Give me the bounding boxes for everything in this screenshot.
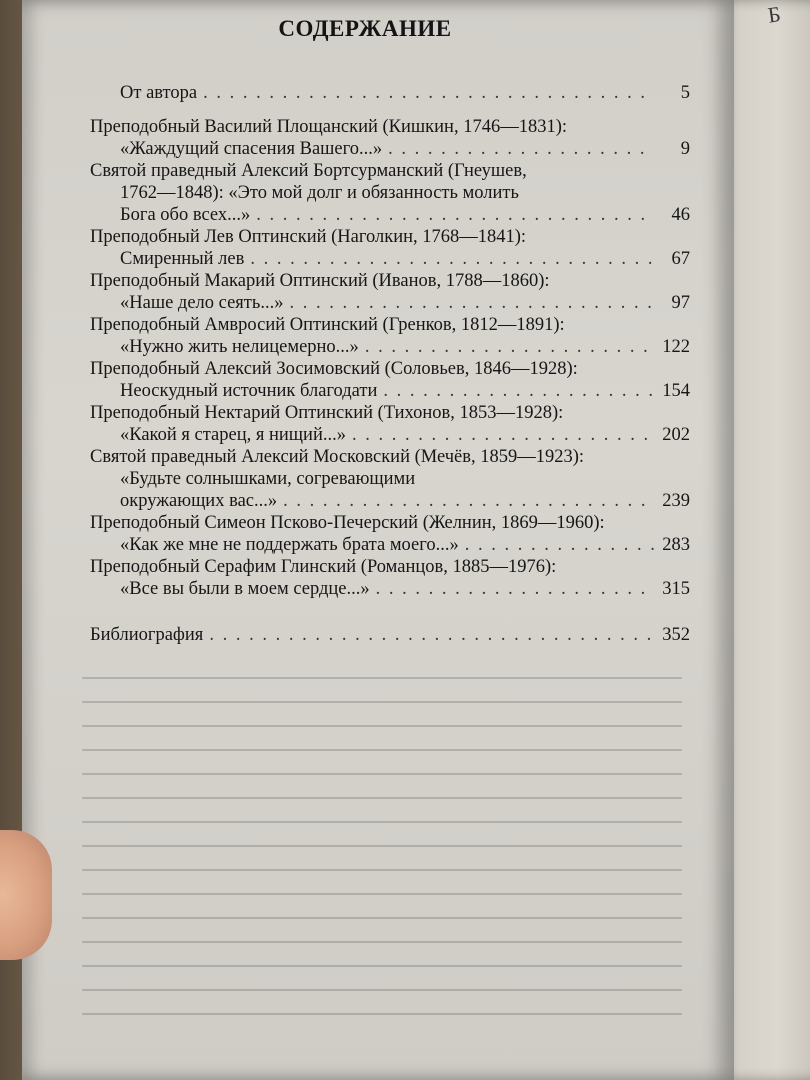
toc-entry-text: Преподобный Нектарий Оптинский (Тихонов, 1853—1928): (90, 403, 564, 423)
toc-entry-text: Бога обо всех...» (120, 205, 251, 225)
toc-entry (90, 402, 690, 446)
dot-leader (365, 336, 654, 358)
toc-entry (90, 556, 690, 600)
toc-entry-text: Библиография (90, 625, 204, 645)
toc-entry-text: Преподобный Алексий Зосимовский (Соловьев, 1846—1928): (90, 359, 578, 379)
dot-leader (209, 624, 654, 646)
dot-leader (250, 248, 654, 270)
page-number: 46 (671, 205, 690, 225)
facing-page-text: Б (766, 1, 783, 28)
toc-line (90, 292, 690, 314)
page-number: 239 (662, 491, 690, 511)
page-number: 67 (671, 249, 690, 269)
toc-line (90, 490, 690, 512)
toc-line (90, 226, 690, 248)
toc-entry-text: Смиренный лев (120, 249, 245, 269)
dot-leader (383, 380, 654, 402)
toc-entry-text: «Будьте солнышками, согревающими (120, 469, 416, 489)
toc-entry (90, 314, 690, 358)
page-number: 97 (671, 293, 690, 313)
thumb (0, 830, 52, 960)
toc-line (90, 578, 690, 600)
toc-entry-text: «Все вы были в моем сердце...» (120, 579, 370, 599)
toc-line (90, 358, 690, 380)
page-number: 5 (680, 83, 690, 103)
toc-line (90, 182, 690, 204)
toc-line (90, 512, 690, 534)
toc-line (90, 336, 690, 358)
toc-line (90, 468, 690, 490)
toc-entry (90, 60, 690, 104)
toc-entry-text: «Как же мне не поддержать брата моего...» (120, 535, 459, 555)
toc-line (90, 556, 690, 578)
toc-entry (90, 270, 690, 314)
page-number: 352 (662, 625, 690, 645)
page-number: 154 (662, 381, 690, 401)
toc-entry-text: 1762—1848): «Это мой долг и обязанность молить (120, 183, 519, 203)
toc-line (90, 314, 690, 336)
page-number: 9 (680, 139, 690, 159)
toc-entry-text: Преподобный Серафим Глинский (Романцов, 1885—1976): (90, 557, 557, 577)
toc-line (90, 446, 690, 468)
dot-leader (203, 82, 654, 104)
dot-leader (388, 138, 654, 160)
dot-leader (352, 424, 654, 446)
toc-line (90, 624, 690, 646)
toc-entry-text: Преподобный Макарий Оптинский (Иванов, 1788—1860): (90, 271, 550, 291)
toc-entry (90, 512, 690, 556)
table-of-contents (90, 60, 690, 646)
dot-leader (465, 534, 654, 556)
dot-leader (289, 292, 654, 314)
bleed-through-text (82, 655, 682, 1045)
dot-leader (256, 204, 654, 226)
toc-entry (90, 160, 690, 226)
toc-entry-text: Неоскудный источник благодати (120, 381, 378, 401)
dot-leader (283, 490, 654, 512)
toc-line (90, 424, 690, 446)
toc-entry-text: окружающих вас...» (120, 491, 278, 511)
page-number: 202 (662, 425, 690, 445)
page-number: 315 (662, 579, 690, 599)
toc-line (90, 380, 690, 402)
toc-line (90, 270, 690, 292)
toc-line (90, 248, 690, 270)
toc-entry-text: «Наше дело сеять...» (120, 293, 284, 313)
toc-line (90, 160, 690, 182)
toc-entry (90, 358, 690, 402)
toc-line (90, 204, 690, 226)
toc-entry (90, 624, 690, 646)
toc-entry-text: «Жаждущий спасения Вашего...» (120, 139, 383, 159)
toc-entry (90, 116, 690, 160)
toc-line (90, 60, 690, 82)
toc-entry-text: «Нужно жить нелицемерно...» (120, 337, 359, 357)
dot-leader (376, 578, 654, 600)
toc-entry-text: Святой праведный Алексий Московский (Мечёв, 1859—1923): (90, 447, 585, 467)
toc-entry-text: «Какой я старец, я нищий...» (120, 425, 346, 445)
toc-entry (90, 446, 690, 512)
toc-entry-text: От автора (120, 83, 198, 103)
toc-entry-text: Святой праведный Алексий Бортсурманский (Гнеушев, (90, 161, 527, 181)
toc-entry-text: Преподобный Амвросий Оптинский (Гренков, 1812—1891): (90, 315, 565, 335)
toc-entry-text: Преподобный Симеон Псково-Печерский (Желнин, 1869—1960): (90, 513, 605, 533)
toc-line (90, 534, 690, 556)
toc-line (90, 138, 690, 160)
toc-line (90, 82, 690, 104)
page-number: 283 (662, 535, 690, 555)
toc-entry-text: Преподобный Василий Площанский (Кишкин, 1746—1831): (90, 117, 567, 137)
page-number: 122 (662, 337, 690, 357)
page-title: СОДЕРЖАНИЕ (278, 16, 452, 41)
toc-entry (90, 226, 690, 270)
toc-entry-text: Преподобный Лев Оптинский (Наголкин, 1768—1841): (90, 227, 527, 247)
toc-line (90, 116, 690, 138)
toc-line (90, 402, 690, 424)
